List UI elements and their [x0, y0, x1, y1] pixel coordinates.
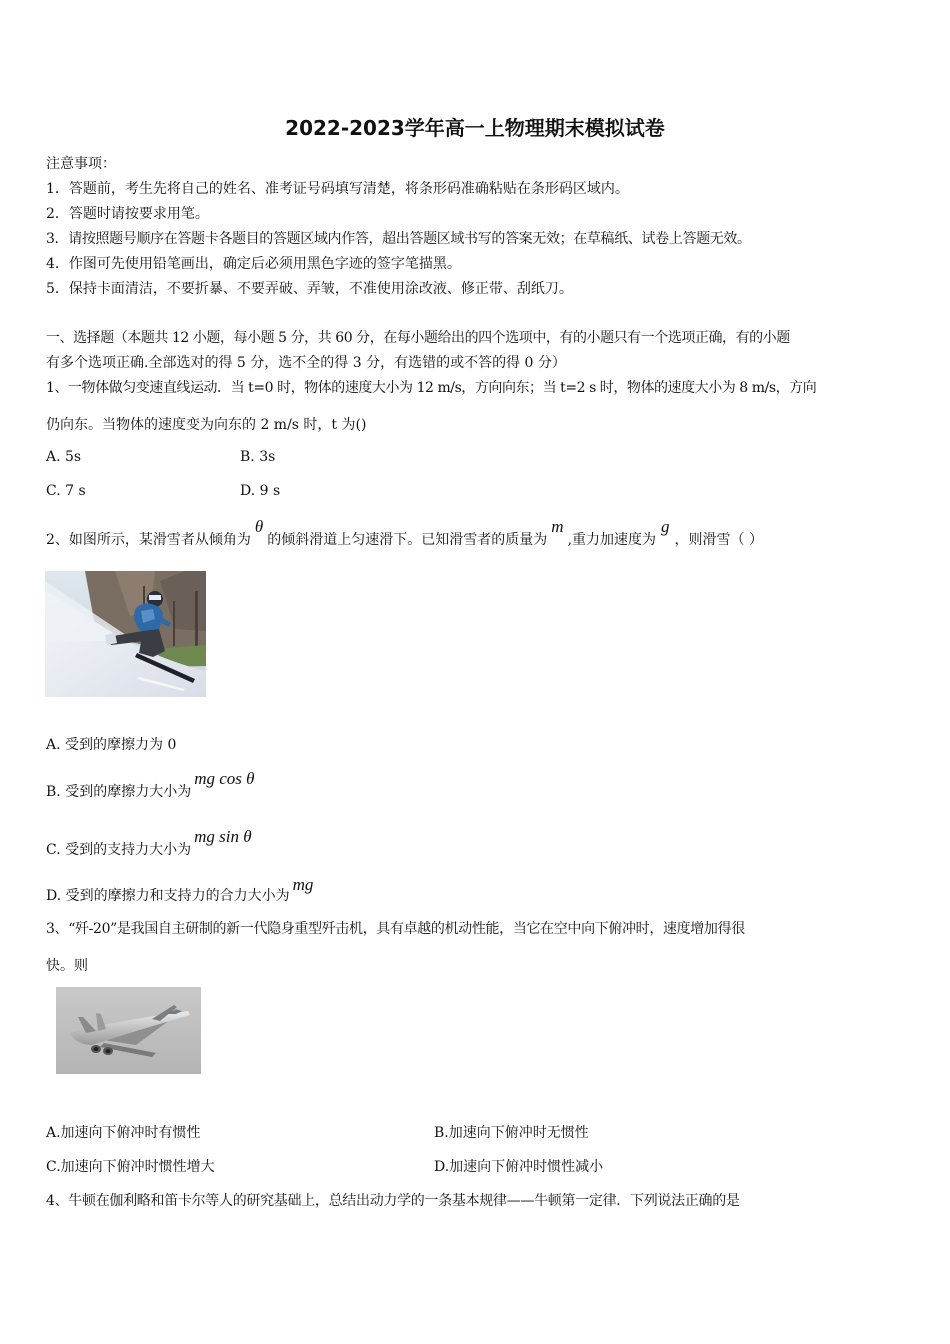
q2-gravity: g [661, 517, 670, 536]
q3-option-b: B.加速向下俯冲时无惯性 [434, 1125, 589, 1141]
q2-option-d-label: D. 受到的摩擦力和支持力的合力大小为 [46, 888, 290, 904]
q2-mass: m [551, 517, 564, 536]
notice-heading: 注意事项： [46, 156, 116, 172]
q2-stem-part1: 2、如图所示，某滑雪者从倾角为 [46, 532, 251, 548]
skier-image [45, 571, 206, 697]
q2-stem [46, 517, 763, 549]
section-heading-line1: 一、选择题（本题共 12 小题，每小题 5 分，共 60 分，在每小题给出的四个选项中，有的小题只有一个选项正确，有的小题 [46, 330, 790, 346]
q2-stem-part3: ,重力加速度为 [567, 532, 657, 548]
q3-option-a: A.加速向下俯冲时有惯性 [46, 1125, 201, 1141]
fighter-jet-image [56, 987, 201, 1074]
q3-option-c: C.加速向下俯冲时惯性增大 [46, 1159, 215, 1175]
q3-stem-line1: 3、“歼-20”是我国自主研制的新一代隐身重型歼击机，具有卓越的机动性能，当它在空中向下俯冲时，速度增加得很 [46, 921, 745, 937]
q1-stem-line2: 仍向东。当物体的速度变为向东的 2 m/s 时，t 为() [46, 417, 367, 433]
q2-theta: θ [254, 517, 264, 536]
q1-stem-line1: 1、一物体做匀变速直线运动．当 t=0 时，物体的速度大小为 12 m/s，方向向东；当 t=2 s 时，物体的速度大小为 8 m/s，方向 [46, 380, 817, 396]
q1-option-b: B. 3s [240, 449, 276, 465]
q2-stem-part4: ，则滑雪（ ） [674, 532, 763, 548]
q2-option-c-label: C. 受到的支持力大小为 [46, 842, 192, 858]
q2-option-d [46, 875, 314, 905]
q1-option-c: C. 7 s [46, 483, 86, 499]
q4-stem-line1: 4、牛顿在伽利略和笛卡尔等人的研究基础上，总结出动力学的一条基本规律——牛顿第一定律．下列说法正确的是 [46, 1193, 740, 1209]
q2-option-b-math: mg cos θ [194, 769, 255, 788]
q3-stem-line2: 快。则 [46, 958, 88, 974]
notice-item-5: 5．保持卡面清洁，不要折暴、不要弄破、弄皱，不准使用涂改液、修正带、刮纸刀。 [46, 281, 573, 297]
q2-option-a: A. 受到的摩擦力为 0 [46, 737, 177, 753]
q2-option-c [46, 827, 252, 859]
notice-item-3: 3．请按照题号顺序在答题卡各题目的答题区域内作答，超出答题区域书写的答案无效；在草稿纸、试卷上答题无效。 [46, 231, 751, 247]
q1-option-d: D. 9 s [240, 483, 281, 499]
notice-item-4: 4．作图可先使用铅笔画出，确定后必须用黑色字迹的签字笔描黑。 [46, 256, 461, 272]
page-title: 2022-2023学年高一上物理期末模拟试卷 [285, 116, 665, 140]
q2-option-d-math: mg [292, 875, 314, 894]
notice-item-1: 1．答题前，考生先将自己的姓名、准考证号码填写清楚，将条形码准确粘贴在条形码区域内。 [46, 181, 629, 197]
q2-option-c-math: mg sin θ [194, 827, 252, 846]
section-heading-line2: 有多个选项正确.全部选对的得 5 分，选不全的得 3 分，有选错的或不答的得 0 分） [46, 355, 566, 371]
q2-option-b [46, 769, 255, 801]
q1-option-a: A. 5s [46, 449, 82, 465]
notice-item-2: 2．答题时请按要求用笔。 [46, 206, 209, 222]
q2-option-b-label: B. 受到的摩擦力大小为 [46, 784, 192, 800]
q3-option-d: D.加速向下俯冲时惯性减小 [434, 1159, 604, 1175]
q2-stem-part2: 的倾斜滑道上匀速滑下。已知滑雪者的质量为 [267, 532, 548, 548]
